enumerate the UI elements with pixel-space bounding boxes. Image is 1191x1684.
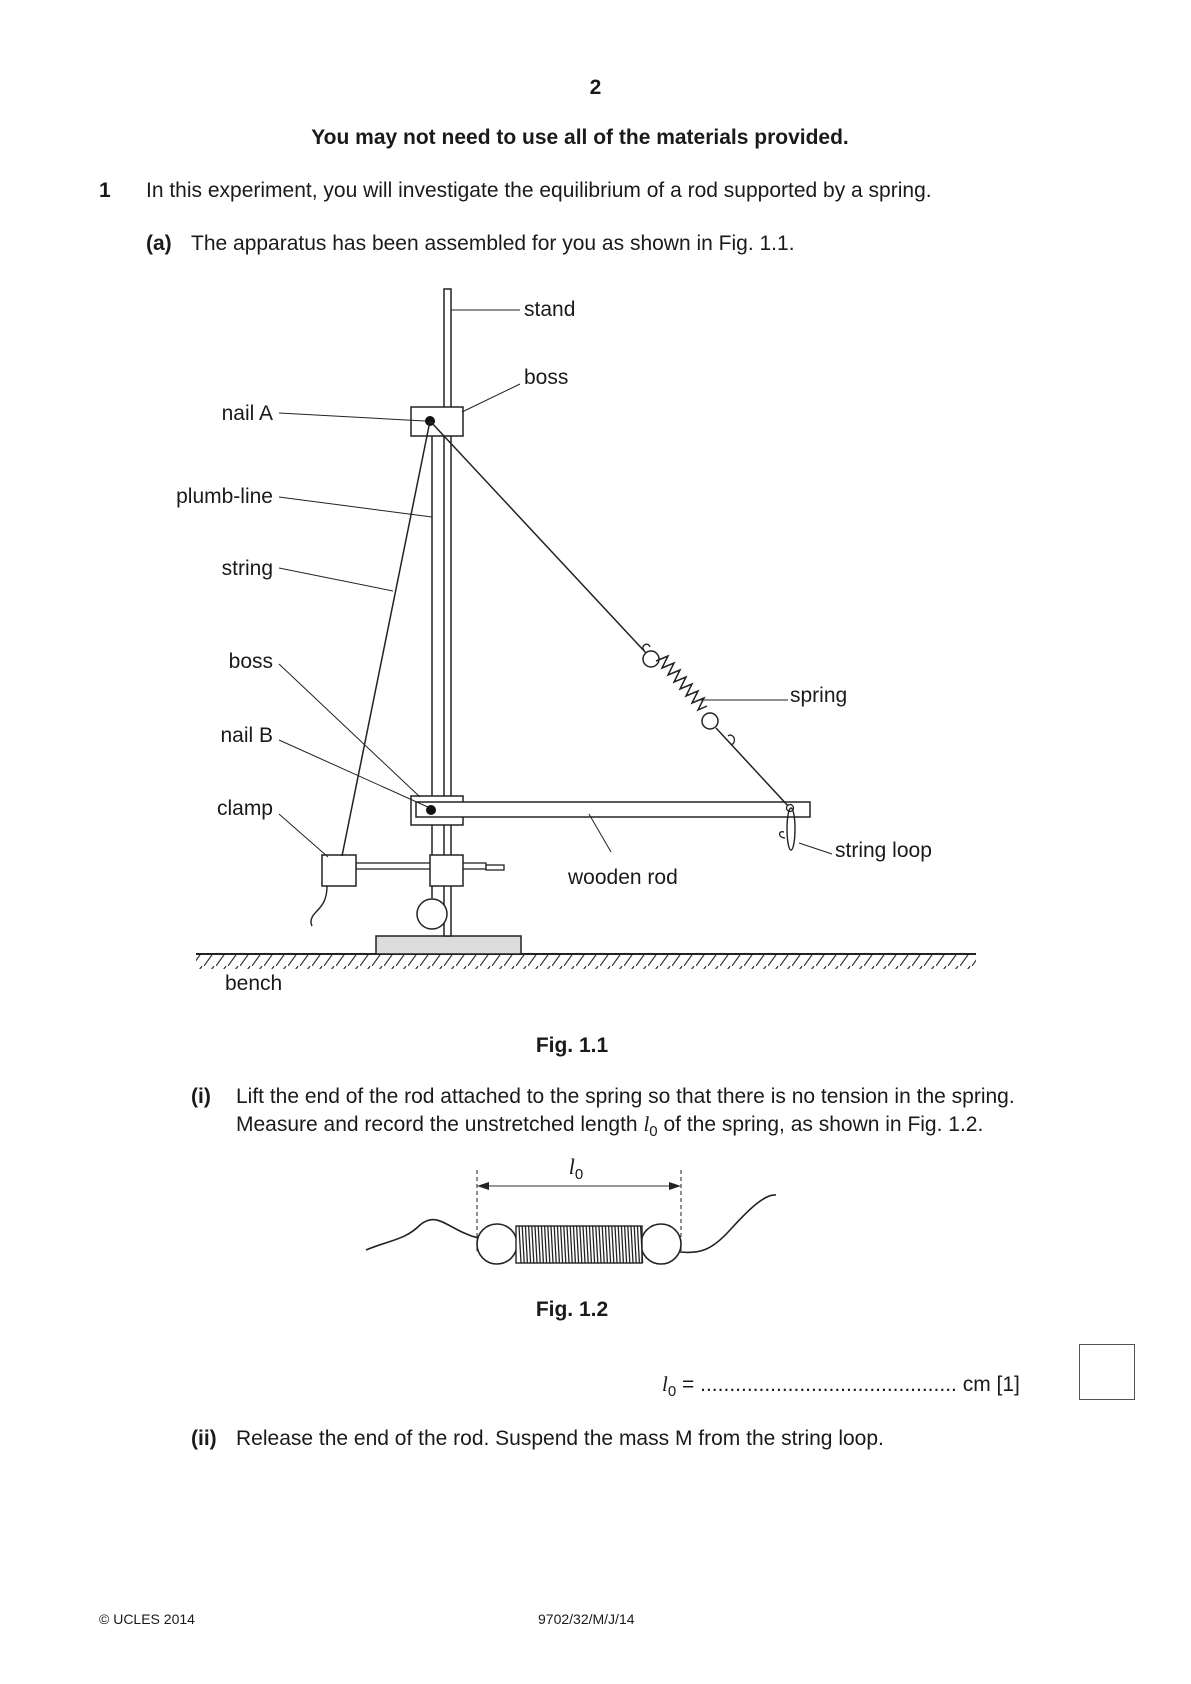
label-string: string (221, 557, 273, 580)
label-nail-a: nail A (221, 402, 273, 425)
label-stand: stand (524, 298, 576, 321)
clamp (322, 855, 356, 886)
part-i-line2-before: Measure and record the unstretched length (236, 1113, 638, 1136)
part-i-label: (i) (191, 1085, 211, 1108)
clamp-screw (486, 865, 504, 870)
label-spring: spring (790, 684, 848, 707)
clamp-string-end (311, 886, 327, 926)
string (342, 421, 430, 856)
fig-1-2-caption: Fig. 1.2 (535, 1298, 609, 1321)
dimension-arrow-right (669, 1182, 681, 1190)
answer-line (662, 1372, 1020, 1400)
materials-instruction: You may not need to use all of the materials provided. (311, 126, 849, 149)
fig-1-1-caption: Fig. 1.1 (535, 1034, 609, 1057)
right-string (680, 1195, 776, 1253)
label-string-loop: string loop (835, 839, 932, 862)
answer-subscript: 0 (667, 1383, 677, 1401)
wooden-rod (416, 802, 810, 817)
footer-copyright: © UCLES 2014 (99, 1611, 195, 1627)
spring-loop-right (641, 1224, 681, 1264)
stand-base (376, 936, 521, 954)
left-string (366, 1220, 478, 1250)
label-boss-lower: boss (228, 650, 273, 673)
plumb-bob (417, 899, 447, 929)
fig-1-1-leader-lines (279, 310, 832, 857)
question-text: In this experiment, you will investigate the equilibrium of a rod supported by a spring. (146, 179, 932, 202)
label-nail-b: nail B (220, 724, 273, 747)
answer-dots[interactable]: ............................................ (700, 1373, 957, 1396)
spring-coil (516, 1226, 643, 1263)
bench-surface (196, 954, 976, 969)
stand-pole (444, 289, 451, 936)
part-ii-text: Release the end of the rod. Suspend the mass M from the string loop. (236, 1427, 884, 1450)
lower-string (716, 728, 790, 808)
spring (643, 644, 735, 745)
answer-symbol: l (662, 1372, 668, 1396)
clamp-arm (356, 863, 486, 869)
length-symbol: l (643, 1112, 650, 1136)
page-number: 2 (589, 76, 602, 99)
fig-1-2-label: $l_0$ (568, 1154, 584, 1183)
part-i-line1: Lift the end of the rod attached to the spring so that there is no tension in the spring. (236, 1085, 1015, 1108)
clamp-boss (430, 855, 463, 886)
part-i-line2 (236, 1112, 983, 1140)
boss-top (411, 407, 463, 436)
answer-equals: = (682, 1373, 695, 1396)
part-ii-label: (ii) (191, 1427, 217, 1450)
spring-loop-left (477, 1224, 517, 1264)
answer-unit: cm (962, 1373, 991, 1396)
part-a-text: The apparatus has been assembled for you as shown in Fig. 1.1. (191, 232, 795, 255)
label-bench: bench (225, 972, 283, 995)
fig-1-2-spring-diagram (0, 1150, 1191, 1300)
upper-string (430, 421, 647, 654)
label-boss-top: boss (524, 366, 569, 389)
label-clamp: clamp (216, 797, 273, 820)
answer-marks: [1] (996, 1373, 1020, 1396)
part-i-line2-after: of the spring, as shown in Fig. 1.2. (663, 1113, 984, 1136)
question-number: 1 (99, 179, 111, 202)
dimension-arrow-left (477, 1182, 489, 1190)
examiner-mark-box (1079, 1344, 1135, 1400)
label-plumb-line: plumb-line (176, 485, 273, 508)
part-a-label: (a) (146, 232, 172, 255)
label-wooden-rod: wooden rod (568, 866, 678, 889)
length-subscript: 0 (649, 1123, 658, 1141)
footer-paper-code: 9702/32/M/J/14 (538, 1611, 635, 1627)
